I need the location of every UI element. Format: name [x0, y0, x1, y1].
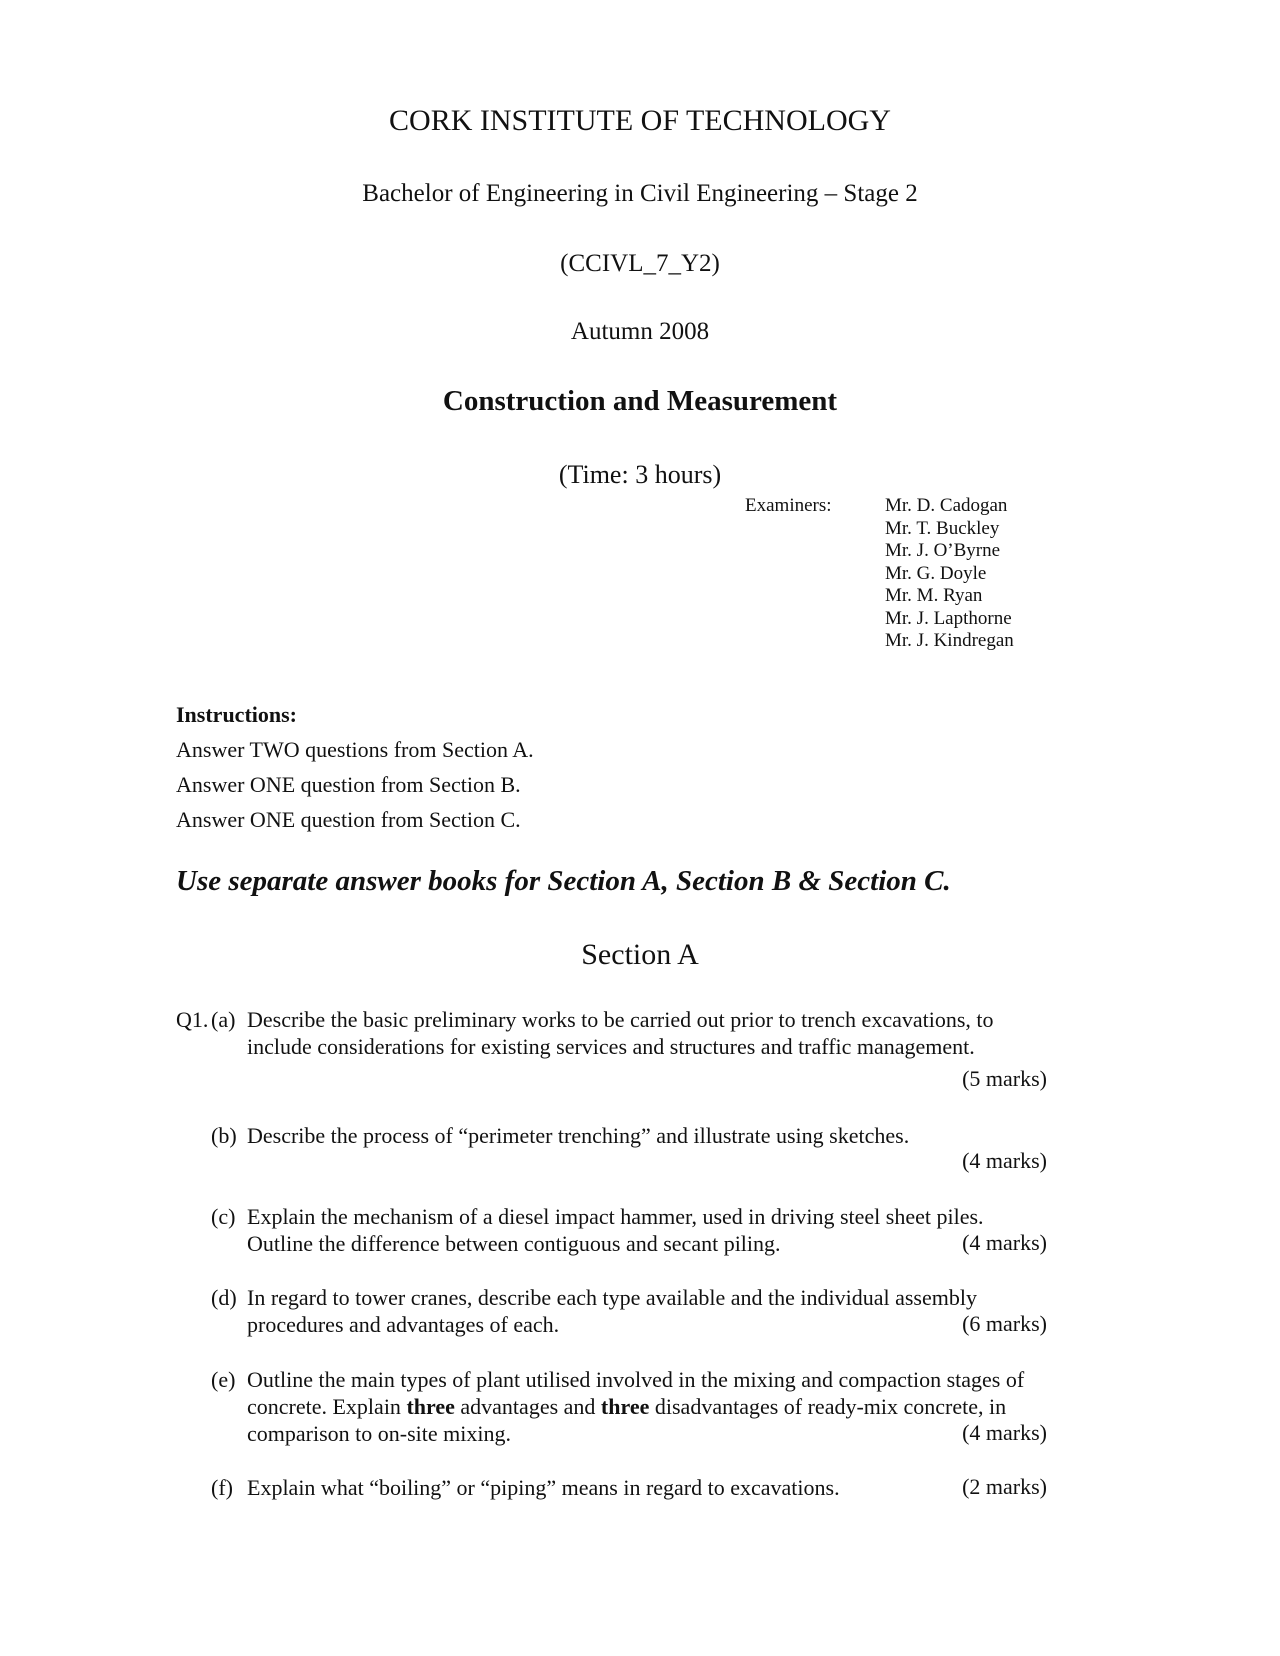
- part-text-line: Explain what “boiling” or “piping” means in regard to excavations.: [247, 1475, 840, 1500]
- part-text-line: Explain the mechanism of a diesel impact hammer, used in driving steel sheet piles.: [247, 1204, 984, 1229]
- section-title: Section A: [581, 938, 699, 971]
- examiners-label: Examiners:: [745, 495, 832, 516]
- examiner-name: Mr. J. O’Byrne: [885, 540, 1001, 561]
- question-number: Q1.: [176, 1007, 209, 1032]
- exam-duration: (Time: 3 hours): [558, 460, 722, 489]
- part-label: (e): [211, 1367, 236, 1392]
- text-run: disadvantages of ready-mix concrete, in: [649, 1394, 1007, 1419]
- part-marks: (4 marks): [962, 1420, 1047, 1445]
- part-marks: (4 marks): [962, 1148, 1047, 1173]
- instruction-line: Answer ONE question from Section B.: [176, 772, 521, 797]
- part-label: (a): [211, 1007, 236, 1032]
- separate-books-notice: Use separate answer books for Section A, Section B & Section C.: [176, 865, 951, 897]
- examiner-name: Mr. M. Ryan: [885, 585, 983, 606]
- exam-session: Autumn 2008: [570, 318, 710, 345]
- part-text-line: comparison to on-site mixing.: [247, 1421, 511, 1446]
- part-marks: (2 marks): [962, 1474, 1047, 1499]
- examiner-name: Mr. T. Buckley: [885, 517, 1000, 539]
- part-text-line: Describe the process of “perimeter trenching” and illustrate using sketches.: [247, 1123, 910, 1148]
- text-run: concrete. Explain: [247, 1394, 407, 1419]
- part-marks: (5 marks): [962, 1066, 1047, 1091]
- examiners-list: [885, 495, 1014, 653]
- instructions-block: [176, 698, 534, 837]
- part-text-line: Outline the main types of plant utilised involved in the mixing and compaction stages of: [247, 1367, 1025, 1392]
- part-text: [247, 1474, 840, 1501]
- examiner-name: Mr. J. Kindregan: [885, 630, 1014, 651]
- programme-title: Bachelor of Engineering in Civil Engineering – Stage 2: [362, 180, 918, 207]
- part-text: [247, 1366, 1024, 1447]
- examiner-name: Mr. D. Cadogan: [885, 495, 1008, 516]
- part-label: (c): [211, 1204, 236, 1229]
- part-text-line: include considerations for existing services and structures and traffic management.: [247, 1034, 975, 1059]
- emphasis-three: three: [600, 1394, 650, 1419]
- part-text: [247, 1006, 994, 1060]
- part-label: (f): [211, 1475, 233, 1500]
- part-text: [247, 1122, 909, 1149]
- part-text-line: Outline the difference between contiguous and secant piling.: [247, 1231, 781, 1256]
- part-text-line: [247, 1393, 1024, 1420]
- part-text-line: Describe the basic preliminary works to be carried out prior to trench excavations, to: [247, 1007, 994, 1032]
- text-run: advantages and: [454, 1394, 601, 1419]
- instructions-heading: Instructions:: [176, 702, 298, 727]
- part-label: (d): [211, 1285, 237, 1310]
- examiner-name: Mr. G. Doyle: [885, 562, 987, 584]
- part-text-line: In regard to tower cranes, describe each type available and the individual assembly: [247, 1285, 977, 1310]
- subject-title: Construction and Measurement: [442, 385, 838, 417]
- emphasis-three: three: [406, 1394, 455, 1419]
- part-marks: (4 marks): [962, 1230, 1047, 1255]
- part-text-line: procedures and advantages of each.: [247, 1312, 560, 1337]
- part-text: [247, 1284, 977, 1338]
- course-code: (CCIVL_7_Y2): [560, 250, 720, 277]
- examiner-name: Mr. J. Lapthorne: [885, 607, 1012, 629]
- part-text: [247, 1203, 984, 1257]
- part-marks: (6 marks): [962, 1311, 1047, 1336]
- part-label: (b): [211, 1123, 237, 1148]
- instruction-line: Answer ONE question from Section C.: [176, 807, 521, 832]
- institution-title: CORK INSTITUTE OF TECHNOLOGY: [389, 104, 891, 137]
- instruction-line: Answer TWO questions from Section A.: [176, 737, 534, 762]
